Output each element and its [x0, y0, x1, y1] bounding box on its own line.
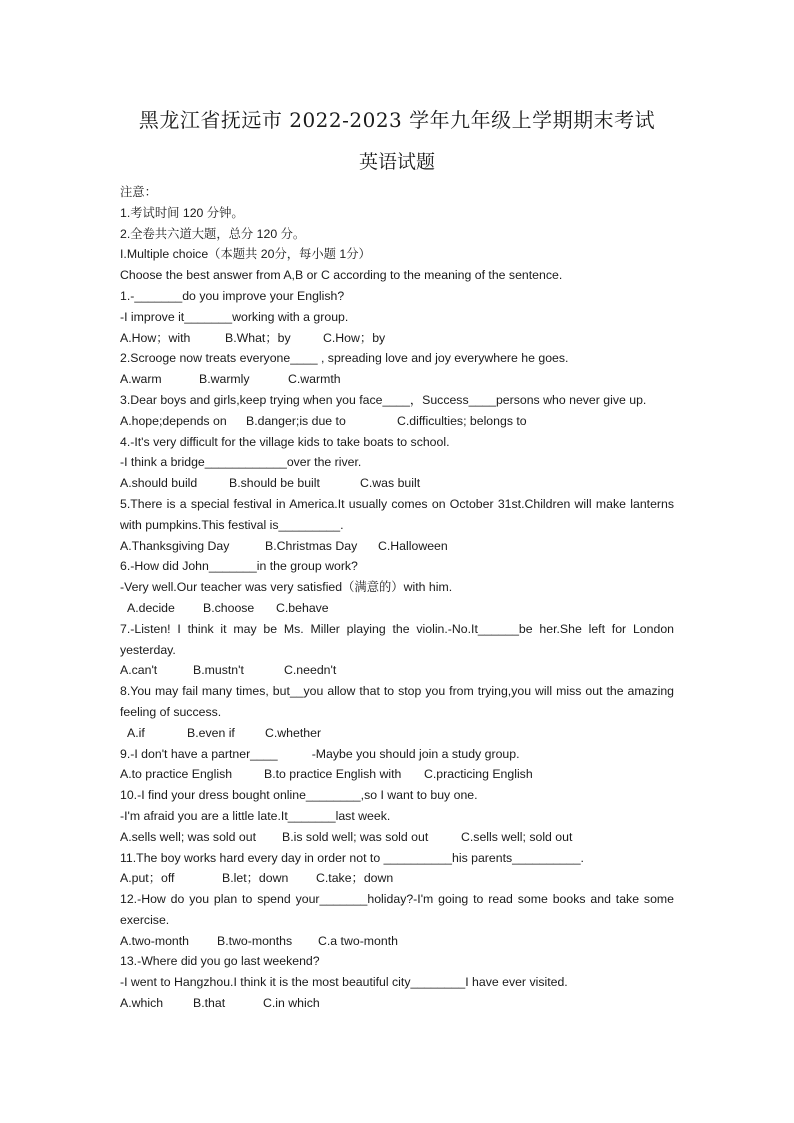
question-text: 2.Scrooge now treats everyone____ , spreading love and joy everywhere he goes.: [120, 351, 569, 366]
option-b: B.that: [193, 996, 226, 1011]
option-b: B.two-months: [217, 933, 293, 948]
option-c: C.was built: [360, 476, 421, 491]
question-text: 1.-_______do you improve your English?: [120, 288, 345, 303]
option-a: A.Thanksgiving Day: [120, 538, 230, 553]
option-b: B.Christmas Day: [265, 538, 358, 553]
question-text: 9.-I don't have a partner____ -Maybe you should join a study group.: [120, 746, 520, 761]
question-text: 5.There is a special festival in America.It usually comes on October 31st.Children will make lanterns with pumpkins.This festival is_________.: [120, 496, 674, 532]
question-options: [120, 328, 674, 349]
option-b: B.danger;is due to: [246, 413, 346, 428]
question-options: [120, 868, 674, 889]
option-c: C.needn't: [284, 663, 337, 678]
option-a: A.two-month: [120, 933, 190, 948]
option-b: B.is sold well; was sold out: [282, 829, 429, 844]
question-options: [120, 764, 674, 785]
option-a: A.hope;depends on: [120, 413, 227, 428]
exam-subtitle: 英语试题: [358, 151, 435, 173]
option-a: A.sells well; was sold out: [120, 829, 257, 844]
question-options: [120, 993, 674, 1014]
option-a: A.put；off: [120, 871, 175, 886]
question-text: -I improve it_______working with a group.: [120, 309, 349, 324]
option-a: A.which: [120, 996, 164, 1011]
option-b: B.should be built: [229, 476, 320, 491]
exam-body: [120, 182, 674, 1014]
option-c: C.in which: [263, 996, 320, 1011]
question-text: -Very well.Our teacher was very satisfied（满意的）with him.: [120, 580, 453, 595]
option-c: C.warmth: [288, 372, 341, 387]
question-text: 3.Dear boys and girls,keep trying when you face____，Success____persons who never give up.: [120, 392, 647, 407]
option-a: A.warm: [120, 372, 162, 387]
option-c: C.How；by: [323, 330, 386, 345]
option-c: C.practicing English: [424, 767, 533, 782]
question-options: [120, 411, 674, 432]
question-text: 12.-How do you plan to spend your_______holiday?-I'm going to read some books and take some exercise.: [120, 892, 674, 927]
question-text: 13.-Where did you go last weekend?: [120, 954, 320, 969]
notice-item: 2.全卷共六道大题，总分 120 分。: [120, 226, 306, 241]
option-b: B.let；down: [222, 871, 289, 886]
option-c: C.a two-month: [318, 933, 398, 948]
question-text: -I think a bridge____________over the river.: [120, 455, 362, 470]
question-text: 10.-I find your dress bought online________,so I want to buy one.: [120, 788, 478, 803]
option-c: C.take；down: [316, 871, 394, 886]
option-c: C.Halloween: [378, 538, 448, 553]
option-c: C.behave: [276, 600, 329, 615]
question-text: 7.-Listen! I think it may be Ms. Miller playing the violin.-No.It______be her.She left for London yesterday.: [120, 621, 674, 657]
question-text: -I'm afraid you are a little late.It_______last week.: [120, 808, 391, 823]
option-a: A.can't: [120, 663, 158, 678]
question-options: [120, 723, 674, 744]
option-a: A.decide: [127, 600, 175, 615]
option-c: C.difficulties; belongs to: [397, 413, 527, 428]
option-c: C.whether: [265, 725, 322, 740]
question-options: [120, 598, 674, 619]
option-a: A.should build: [120, 476, 198, 491]
question-text: -I went to Hangzhou.I think it is the most beautiful city________I have ever visited.: [120, 975, 568, 990]
exam-title: 黑龙江省抚远市 2022-2023 学年九年级上学期期末考试: [138, 108, 656, 132]
question-options: [120, 536, 674, 557]
question-text: 4.-It's very difficult for the village kids to take boats to school.: [120, 434, 450, 449]
question-options: [120, 931, 674, 952]
notice-item: 1.考试时间 120 分钟。: [120, 205, 244, 220]
section-instruction: Choose the best answer from A,B or C according to the meaning of the sentence.: [120, 268, 563, 283]
option-b: B.choose: [203, 600, 255, 615]
option-b: B.to practice English with: [264, 767, 402, 782]
option-b: B.What；by: [225, 330, 291, 345]
question-options: [120, 827, 674, 848]
option-c: C.sells well; sold out: [461, 829, 573, 844]
section-heading: I.Multiple choice（本题共 20分，每小题 1分）: [120, 247, 371, 262]
option-a: A.How；with: [120, 330, 191, 345]
question-text: 8.You may fail many times, but__you allow that to stop you from trying,you will miss out the amazing feeling of success.: [120, 684, 674, 719]
question-options: [120, 369, 674, 390]
notice-heading: 注意：: [120, 185, 157, 199]
option-b: B.mustn't: [193, 663, 244, 678]
question-options: [120, 473, 674, 494]
question-text: 6.-How did John_______in the group work?: [120, 559, 358, 574]
option-b: B.even if: [187, 725, 235, 740]
option-a: A.to practice English: [120, 767, 233, 782]
question-options: [120, 660, 674, 681]
question-text: 11.The boy works hard every day in order not to __________his parents__________.: [120, 850, 584, 865]
option-a: A.if: [127, 725, 145, 740]
option-b: B.warmly: [199, 372, 250, 387]
